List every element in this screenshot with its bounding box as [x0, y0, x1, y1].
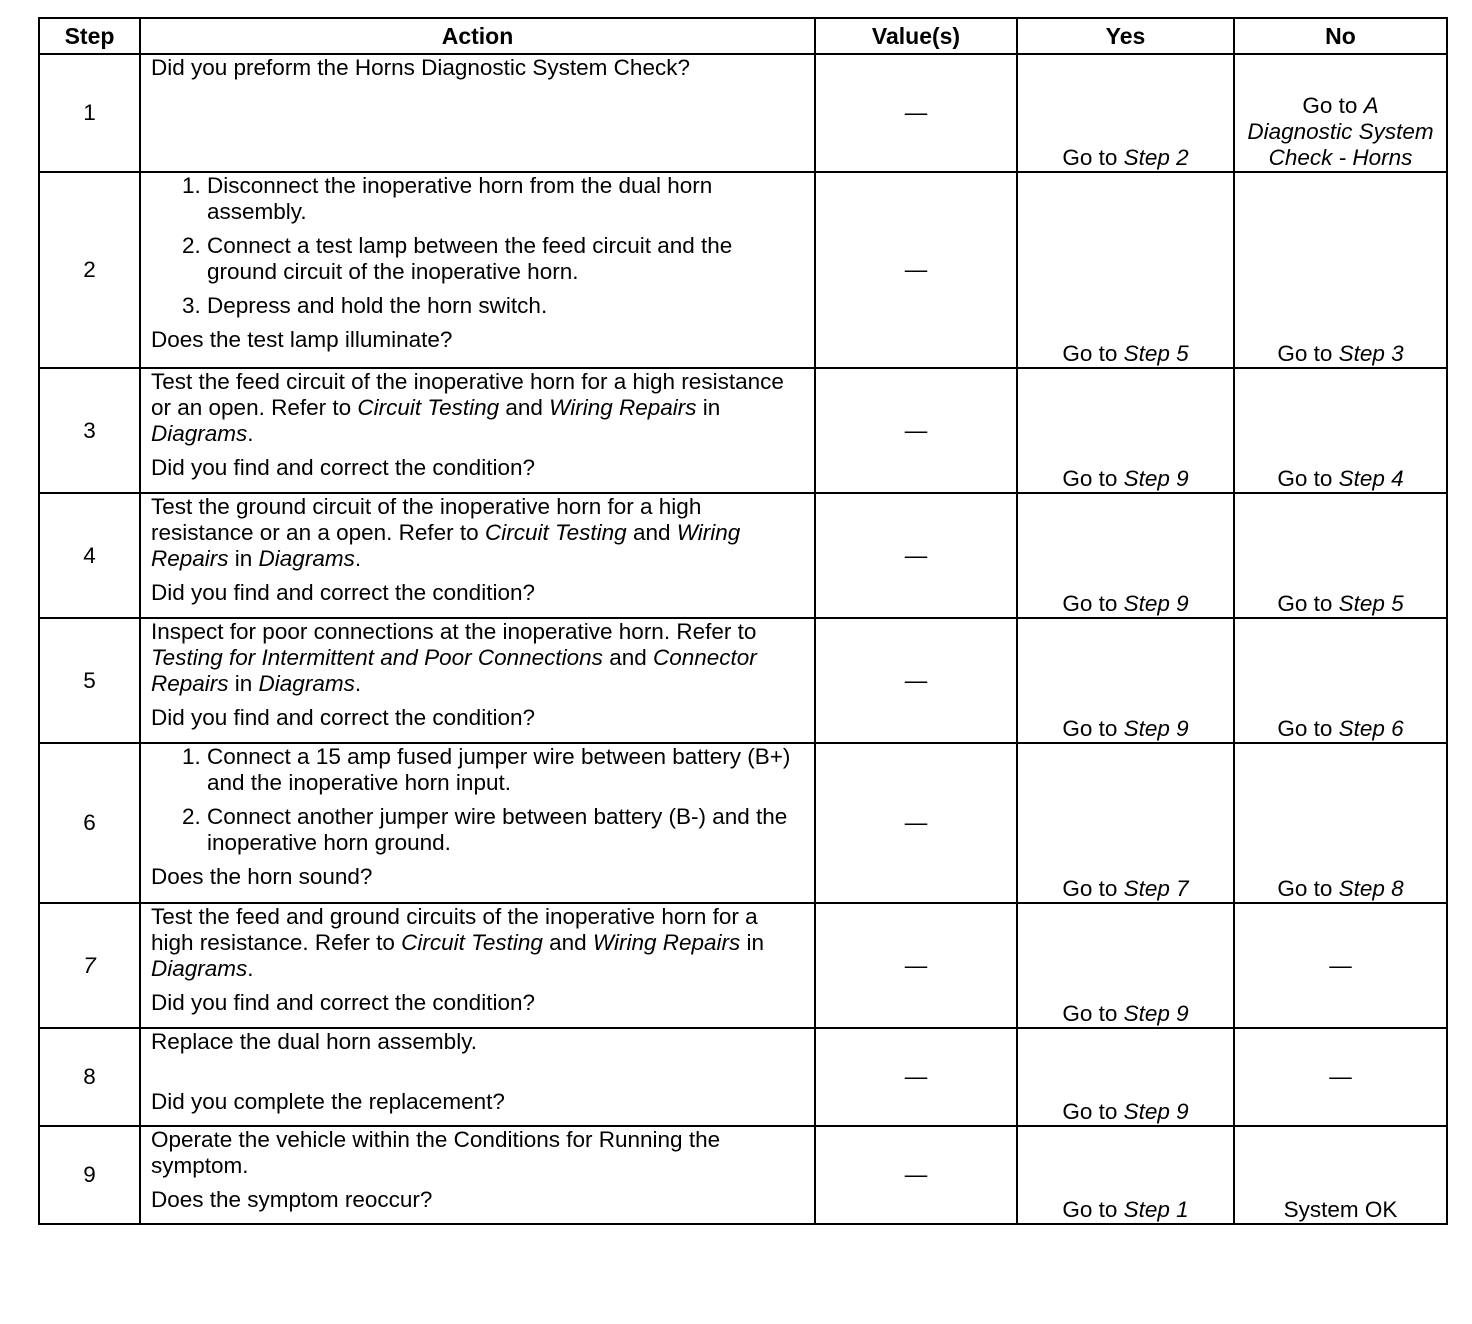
step-number: 8: [39, 1028, 140, 1126]
no-line: Go to A: [1302, 93, 1379, 118]
action-question: Did you complete the replacement?: [151, 1089, 505, 1114]
no-line: Check - Horns: [1268, 145, 1413, 170]
value-cell: —: [815, 493, 1017, 618]
goto-prefix: Go to: [1277, 341, 1333, 366]
action-step: 2. Connect a test lamp between the feed circuit and the ground circuit of the inoperative horn.: [207, 233, 804, 285]
yes-cell: [1017, 368, 1234, 493]
yes-cell: [1017, 493, 1234, 618]
value-cell: —: [815, 172, 1017, 368]
step-number: 2: [39, 172, 140, 368]
yes-cell: [1017, 618, 1234, 743]
goto-prefix: Go to: [1062, 145, 1118, 170]
value-cell: —: [815, 1126, 1017, 1224]
action-cell: [140, 172, 815, 368]
action-question: Does the horn sound?: [151, 864, 373, 889]
action-question: Did you find and correct the condition?: [151, 990, 535, 1015]
action-cell: [140, 1126, 815, 1224]
action-cell: [140, 743, 815, 903]
action-text: Test the feed and ground circuits of the inoperative horn for a high resistance. Refer to Circuit Testing and Wiring Repairs in Diagrams.: [151, 904, 765, 981]
goto-target: Step 7: [1123, 876, 1189, 901]
goto-prefix: Go to: [1062, 466, 1118, 491]
goto-target: Step 5: [1338, 591, 1404, 616]
goto-prefix: Go to: [1277, 466, 1333, 491]
action-text: Inspect for poor connections at the inoperative horn. Refer to Testing for Intermittent and Poor Connections and Connector Repairs in Diagrams.: [151, 619, 757, 696]
goto-prefix: Go to: [1062, 716, 1118, 741]
action-step: 1. Disconnect the inoperative horn from the dual horn assembly.: [207, 173, 804, 225]
goto-prefix: Go to: [1277, 716, 1333, 741]
goto-target: Step 6: [1338, 716, 1404, 741]
no-cell: [1234, 368, 1447, 493]
reference-link: Wiring Repairs: [151, 520, 741, 571]
yes-cell: [1017, 172, 1234, 368]
goto-prefix: Go to: [1277, 876, 1333, 901]
no-cell: [1234, 618, 1447, 743]
action-text: Test the feed circuit of the inoperative horn for a high resistance or an open. Refer to Circuit Testing and Wiring Repairs in Diagrams.: [151, 369, 784, 446]
reference-link: Wiring Repairs: [549, 395, 697, 420]
header-action: Action: [140, 18, 815, 54]
yes-cell: [1017, 54, 1234, 172]
action-step: 2. Connect another jumper wire between battery (B-) and the inoperative horn ground.: [207, 804, 804, 856]
action-step: 3. Depress and hold the horn switch.: [207, 293, 804, 319]
no-cell: [1234, 172, 1447, 368]
reference-link: Wiring Repairs: [592, 930, 741, 955]
header-step: Step: [39, 18, 140, 54]
goto-prefix: Go to: [1062, 591, 1118, 616]
value-cell: —: [815, 368, 1017, 493]
yes-cell: [1017, 1028, 1234, 1126]
no-cell: [1234, 743, 1447, 903]
diagnostic-table: [38, 17, 1448, 1225]
no-cell: System OK: [1234, 1126, 1447, 1224]
step-number: 9: [39, 1126, 140, 1224]
no-cell: —: [1234, 1028, 1447, 1126]
value-cell: —: [815, 743, 1017, 903]
action-question: Does the symptom reoccur?: [151, 1187, 433, 1212]
step-number: 7: [39, 903, 140, 1028]
reference-link: Circuit Testing: [401, 930, 543, 955]
step-number: 5: [39, 618, 140, 743]
reference-link: Diagrams: [151, 421, 248, 446]
yes-cell: [1017, 743, 1234, 903]
action-question: Did you find and correct the condition?: [151, 705, 535, 730]
header-yes: Yes: [1017, 18, 1234, 54]
goto-prefix: Go to: [1277, 591, 1333, 616]
action-cell: [140, 618, 815, 743]
value-cell: —: [815, 1028, 1017, 1126]
action-steps-list: [151, 173, 804, 319]
reference-link: Diagrams: [258, 546, 355, 571]
value-cell: —: [815, 618, 1017, 743]
table-row: [39, 54, 1447, 172]
action-question: Does the test lamp illuminate?: [151, 327, 453, 352]
table-row: [39, 903, 1447, 1028]
spacer: [151, 1055, 804, 1081]
goto-target: Step 9: [1123, 716, 1189, 741]
step-number: 1: [39, 54, 140, 172]
no-cell: [1234, 493, 1447, 618]
no-cell: [1234, 54, 1447, 172]
reference-link: Diagrams: [258, 671, 355, 696]
action-text: Operate the vehicle within the Conditions for Running the symptom.: [151, 1127, 721, 1178]
header-values: Value(s): [815, 18, 1017, 54]
action-cell: [140, 903, 815, 1028]
goto-target: Step 2: [1123, 145, 1189, 170]
reference-link: Circuit Testing: [484, 520, 627, 545]
table-row: [39, 172, 1447, 368]
reference-link: Circuit Testing: [357, 395, 500, 420]
goto-prefix: Go to: [1062, 341, 1118, 366]
header-row: [39, 18, 1447, 54]
no-cell: —: [1234, 903, 1447, 1028]
action-step: 1. Connect a 15 amp fused jumper wire between battery (B+) and the inoperative horn input.: [207, 744, 804, 796]
yes-cell: [1017, 1126, 1234, 1224]
table-row: [39, 1126, 1447, 1224]
goto-target: Step 9: [1123, 591, 1189, 616]
goto-prefix: Go to: [1062, 1197, 1118, 1222]
goto-prefix: Go to: [1062, 1099, 1118, 1124]
action-text: Did you preform the Horns Diagnostic System Check?: [151, 55, 690, 80]
table-row: [39, 493, 1447, 618]
goto-target: Step 8: [1338, 876, 1404, 901]
action-steps-list: [151, 744, 804, 856]
action-text: Test the ground circuit of the inoperative horn for a high resistance or an a open. Refer to Circuit Testing and Wiring Repairs in Diagrams.: [151, 494, 741, 571]
step-number: 3: [39, 368, 140, 493]
goto-prefix: Go to: [1062, 1001, 1118, 1026]
goto-target: Step 1: [1123, 1197, 1189, 1222]
action-question: Did you find and correct the condition?: [151, 580, 535, 605]
step-number: 4: [39, 493, 140, 618]
reference-link: Diagrams: [151, 956, 248, 981]
goto-target: Step 9: [1123, 1099, 1189, 1124]
reference-link: Testing for Intermittent and Poor Connections: [151, 645, 603, 670]
action-cell: [140, 493, 815, 618]
goto-target: Step 9: [1123, 466, 1189, 491]
goto-target: Step 9: [1123, 1001, 1189, 1026]
value-cell: —: [815, 54, 1017, 172]
table-row: [39, 743, 1447, 903]
table-row: [39, 1028, 1447, 1126]
reference-link: Connector Repairs: [151, 645, 757, 696]
step-number: 6: [39, 743, 140, 903]
table-row: [39, 368, 1447, 493]
table-row: [39, 618, 1447, 743]
no-line: Diagnostic: [1247, 119, 1353, 144]
goto-target: Step 5: [1123, 341, 1189, 366]
header-no: No: [1234, 18, 1447, 54]
value-cell: —: [815, 903, 1017, 1028]
action-question: Did you find and correct the condition?: [151, 455, 535, 480]
goto-target: Step 4: [1338, 466, 1404, 491]
action-cell: [140, 1028, 815, 1126]
goto-prefix: Go to: [1062, 876, 1118, 901]
action-text: Replace the dual horn assembly.: [151, 1029, 478, 1054]
action-cell: [140, 54, 815, 172]
no-line: System: [1358, 119, 1434, 144]
yes-cell: [1017, 903, 1234, 1028]
goto-target: Step 3: [1338, 341, 1404, 366]
action-cell: [140, 368, 815, 493]
